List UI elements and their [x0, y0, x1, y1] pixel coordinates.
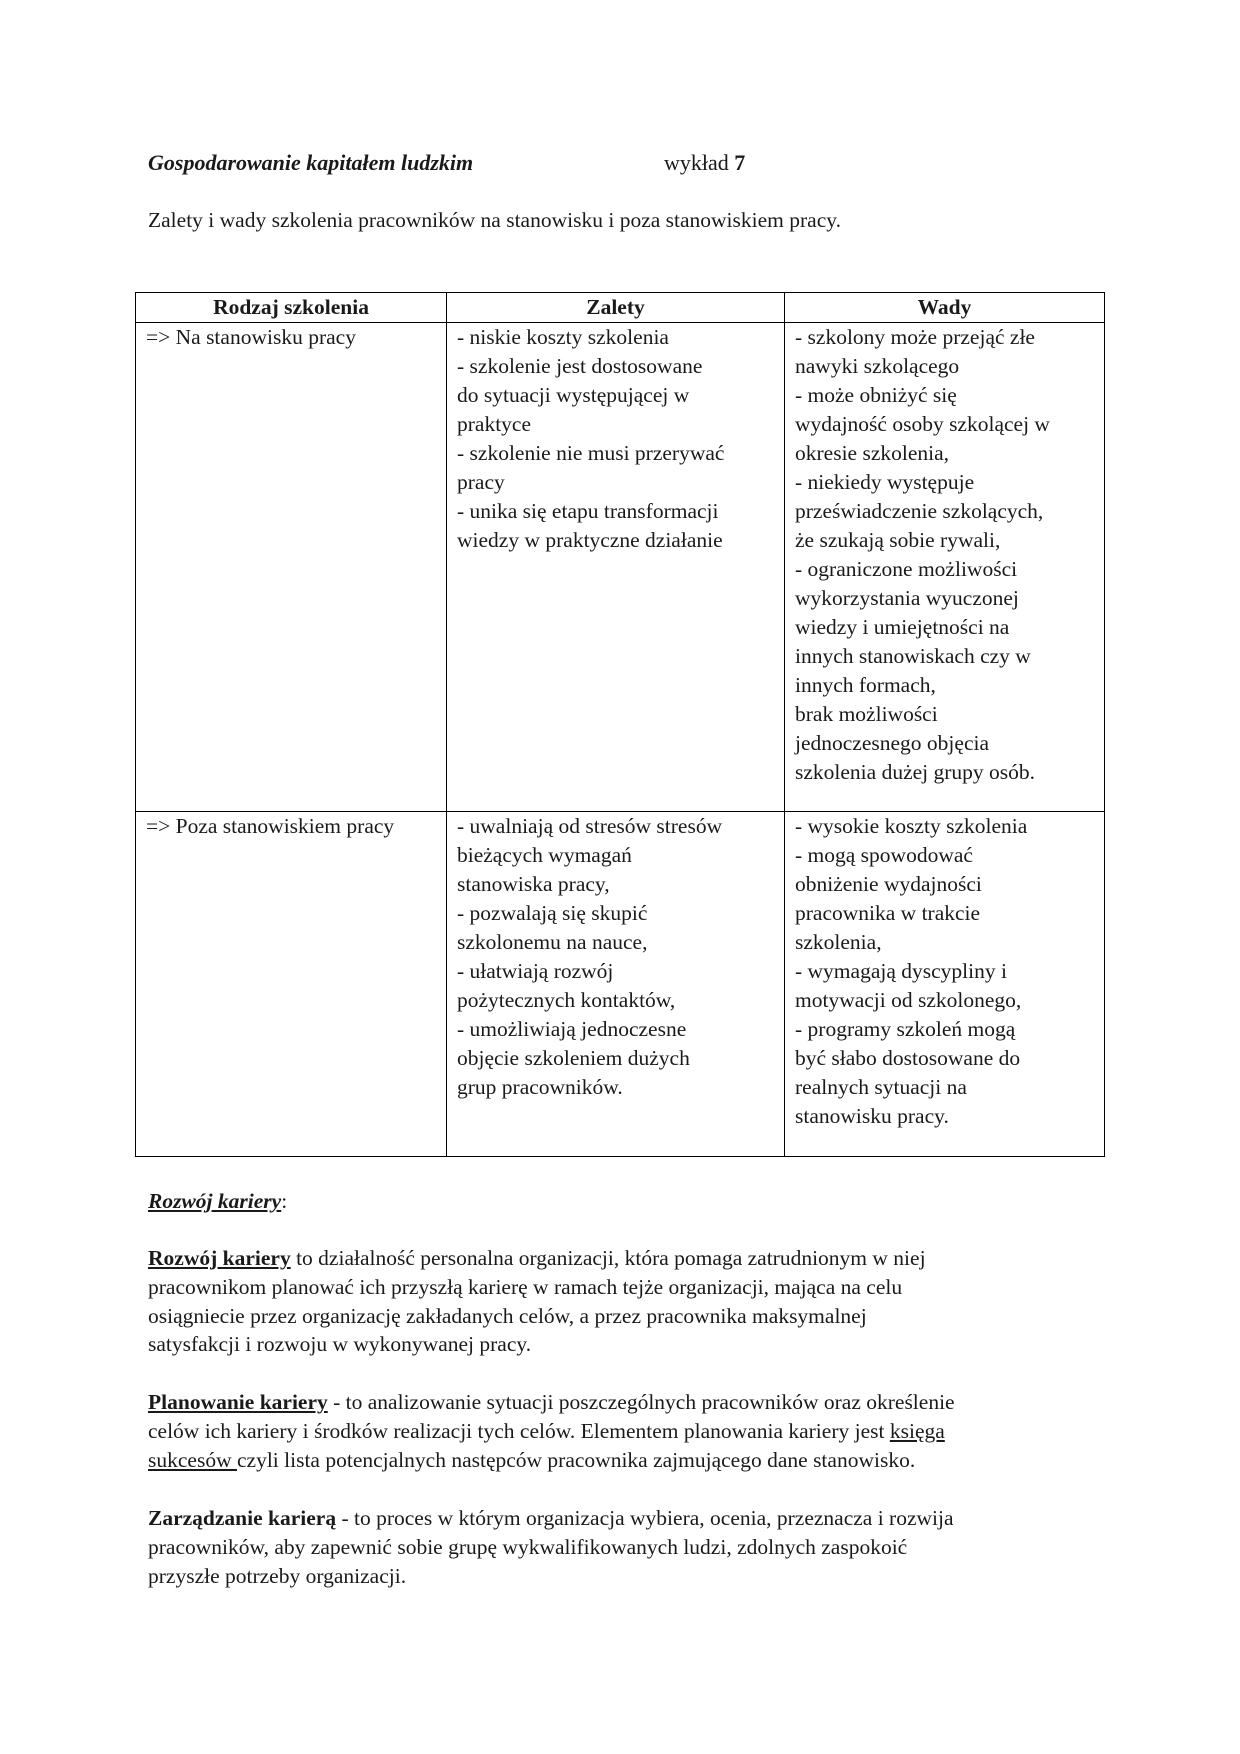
course-title: Gospodarowanie kapitałem ludzkim	[148, 150, 474, 175]
document-header	[148, 148, 745, 178]
disadvantage-line: stanowisku pracy.	[795, 1104, 949, 1128]
training-type-cell	[136, 323, 447, 812]
succession-book-term: sukcesów	[148, 1447, 237, 1472]
table-row	[136, 323, 1105, 812]
advantage-line: do sytuacji występującej w	[457, 383, 690, 407]
training-type-cell	[136, 812, 447, 1157]
disadvantage-line: pracownika w trakcie	[795, 901, 981, 925]
advantage-line: - ułatwiają rozwój	[457, 959, 614, 983]
disadvantage-line: szkolenia,	[795, 930, 882, 954]
disadvantage-line: - mogą spowodować	[795, 843, 973, 867]
disadvantage-line: przeświadczenie szkolących,	[795, 499, 1044, 523]
disadvantage-line: wiedzy i umiejętności na	[795, 615, 1010, 639]
section-title-colon: :	[281, 1189, 288, 1213]
definition-career-development	[148, 1244, 1098, 1359]
table-row	[136, 812, 1105, 1157]
lecture-label: wykład	[664, 150, 729, 175]
disadvantage-line: obniżenie wydajności	[795, 872, 982, 896]
training-type: => Na stanowisku pracy	[146, 325, 356, 349]
advantage-line: - szkolenie nie musi przerywać	[457, 441, 725, 465]
advantage-line: grup pracowników.	[457, 1075, 623, 1099]
header-advantages: Zalety	[447, 293, 785, 323]
advantage-line: szkolonemu na nauce,	[457, 930, 648, 954]
definition-text: pracownikom planować ich przyszłą karierę w ramach tejże organizacji, mająca na celu	[148, 1274, 903, 1299]
disadvantage-line: wykorzystania wyuczonej	[795, 586, 1019, 610]
disadvantage-line: okresie szkolenia,	[795, 441, 950, 465]
disadvantage-line: - programy szkoleń mogą	[795, 1017, 1016, 1041]
definition-text: satysfakcji i rozwoju w wykonywanej pracy.	[148, 1332, 532, 1357]
lecture-number: 7	[734, 150, 746, 175]
disadvantage-line: - wymagają dyscypliny i	[795, 959, 1007, 983]
advantage-line: - uwalniają od stresów stresów	[457, 814, 723, 838]
header-disadvantages: Wady	[785, 293, 1105, 323]
advantage-line: - umożliwiają jednoczesne	[457, 1017, 687, 1041]
section-title	[148, 1187, 1098, 1216]
disadvantage-line: wydajność osoby szkolącej w	[795, 412, 1050, 436]
disadvantage-line: być słabo dostosowane do	[795, 1046, 1021, 1070]
header-training-type: Rodzaj szkolenia	[136, 293, 447, 323]
definition-text: to działalność personalna organizacji, która pomaga zatrudnionym w niej	[290, 1246, 926, 1270]
disadvantage-line: że szukają sobie rywali,	[795, 528, 1001, 552]
disadvantage-line: - ograniczone możliwości	[795, 557, 1018, 581]
term-career-planning: Planowanie kariery	[148, 1390, 328, 1414]
advantages-cell	[447, 323, 785, 812]
disadvantage-line: - niekiedy występuje	[795, 470, 975, 494]
advantage-line: - pozwalają się skupić	[457, 901, 648, 925]
advantages-cell	[447, 812, 785, 1157]
advantage-line: wiedzy w praktyczne działanie	[457, 528, 723, 552]
disadvantage-line: motywacji od szkolonego,	[795, 988, 1022, 1012]
disadvantage-line: innych formach,	[795, 673, 936, 697]
training-comparison-table	[135, 292, 1105, 1157]
disadvantage-line: - szkolony może przejąć złe	[795, 325, 1035, 349]
disadvantage-line: jednoczesnego objęcia	[795, 731, 990, 755]
term-career-development: Rozwój kariery	[148, 1246, 291, 1270]
intro-text: Zalety i wady szkolenia pracowników na stanowisku i poza stanowiskiem pracy.	[148, 208, 841, 232]
definition-career-management	[148, 1504, 1098, 1590]
disadvantage-line: realnych sytuacji na	[795, 1075, 967, 1099]
advantage-line: - unika się etapu transformacji	[457, 499, 719, 523]
definition-text: czyli lista potencjalnych następców pracownika zajmującego dane stanowisko.	[236, 1447, 916, 1472]
advantage-line: objęcie szkoleniem dużych	[457, 1046, 690, 1070]
advantage-line: pracy	[457, 470, 505, 494]
advantage-line: praktyce	[457, 412, 532, 436]
definition-text: celów ich kariery i środków realizacji tych celów. Elementem planowania kariery jest	[148, 1418, 890, 1443]
advantage-line: bieżących wymagań	[457, 843, 632, 867]
disadvantage-line: brak możliwości	[795, 702, 938, 726]
definition-text: - to analizowanie sytuacji poszczególnych pracowników oraz określenie	[327, 1390, 955, 1414]
definition-text: osiągniecie przez organizację zakładanych celów, a przez pracownika maksymalnej	[148, 1303, 867, 1328]
training-type: => Poza stanowiskiem pracy	[146, 814, 395, 838]
advantage-line: - niskie koszty szkolenia	[457, 325, 669, 349]
disadvantage-line: - może obniżyć się	[795, 383, 957, 407]
advantage-line: stanowiska pracy,	[457, 872, 610, 896]
disadvantage-line: nawyki szkolącego	[795, 354, 960, 378]
succession-book-term: księga	[889, 1418, 945, 1443]
advantage-line: - szkolenie jest dostosowane	[457, 354, 703, 378]
disadvantages-cell	[785, 812, 1105, 1157]
disadvantages-cell	[785, 323, 1105, 812]
disadvantage-line: - wysokie koszty szkolenia	[795, 814, 1028, 838]
table-header-row	[136, 293, 1105, 323]
definition-text: - to proces w którym organizacja wybiera, ocenia, przeznacza i rozwija	[336, 1506, 954, 1530]
definition-career-planning	[148, 1388, 1098, 1474]
advantage-line: pożytecznych kontaktów,	[457, 988, 676, 1012]
disadvantage-line: szkolenia dużej grupy osób.	[795, 760, 1036, 784]
definition-text: przyszłe potrzeby organizacji.	[148, 1563, 407, 1588]
section-title-text: Rozwój kariery	[148, 1189, 282, 1213]
definition-text: pracowników, aby zapewnić sobie grupę wykwalifikowanych ludzi, zdolnych zaspokoić	[148, 1534, 908, 1559]
term-career-management: Zarządzanie karierą	[148, 1506, 337, 1530]
disadvantage-line: innych stanowiskach czy w	[795, 644, 1031, 668]
